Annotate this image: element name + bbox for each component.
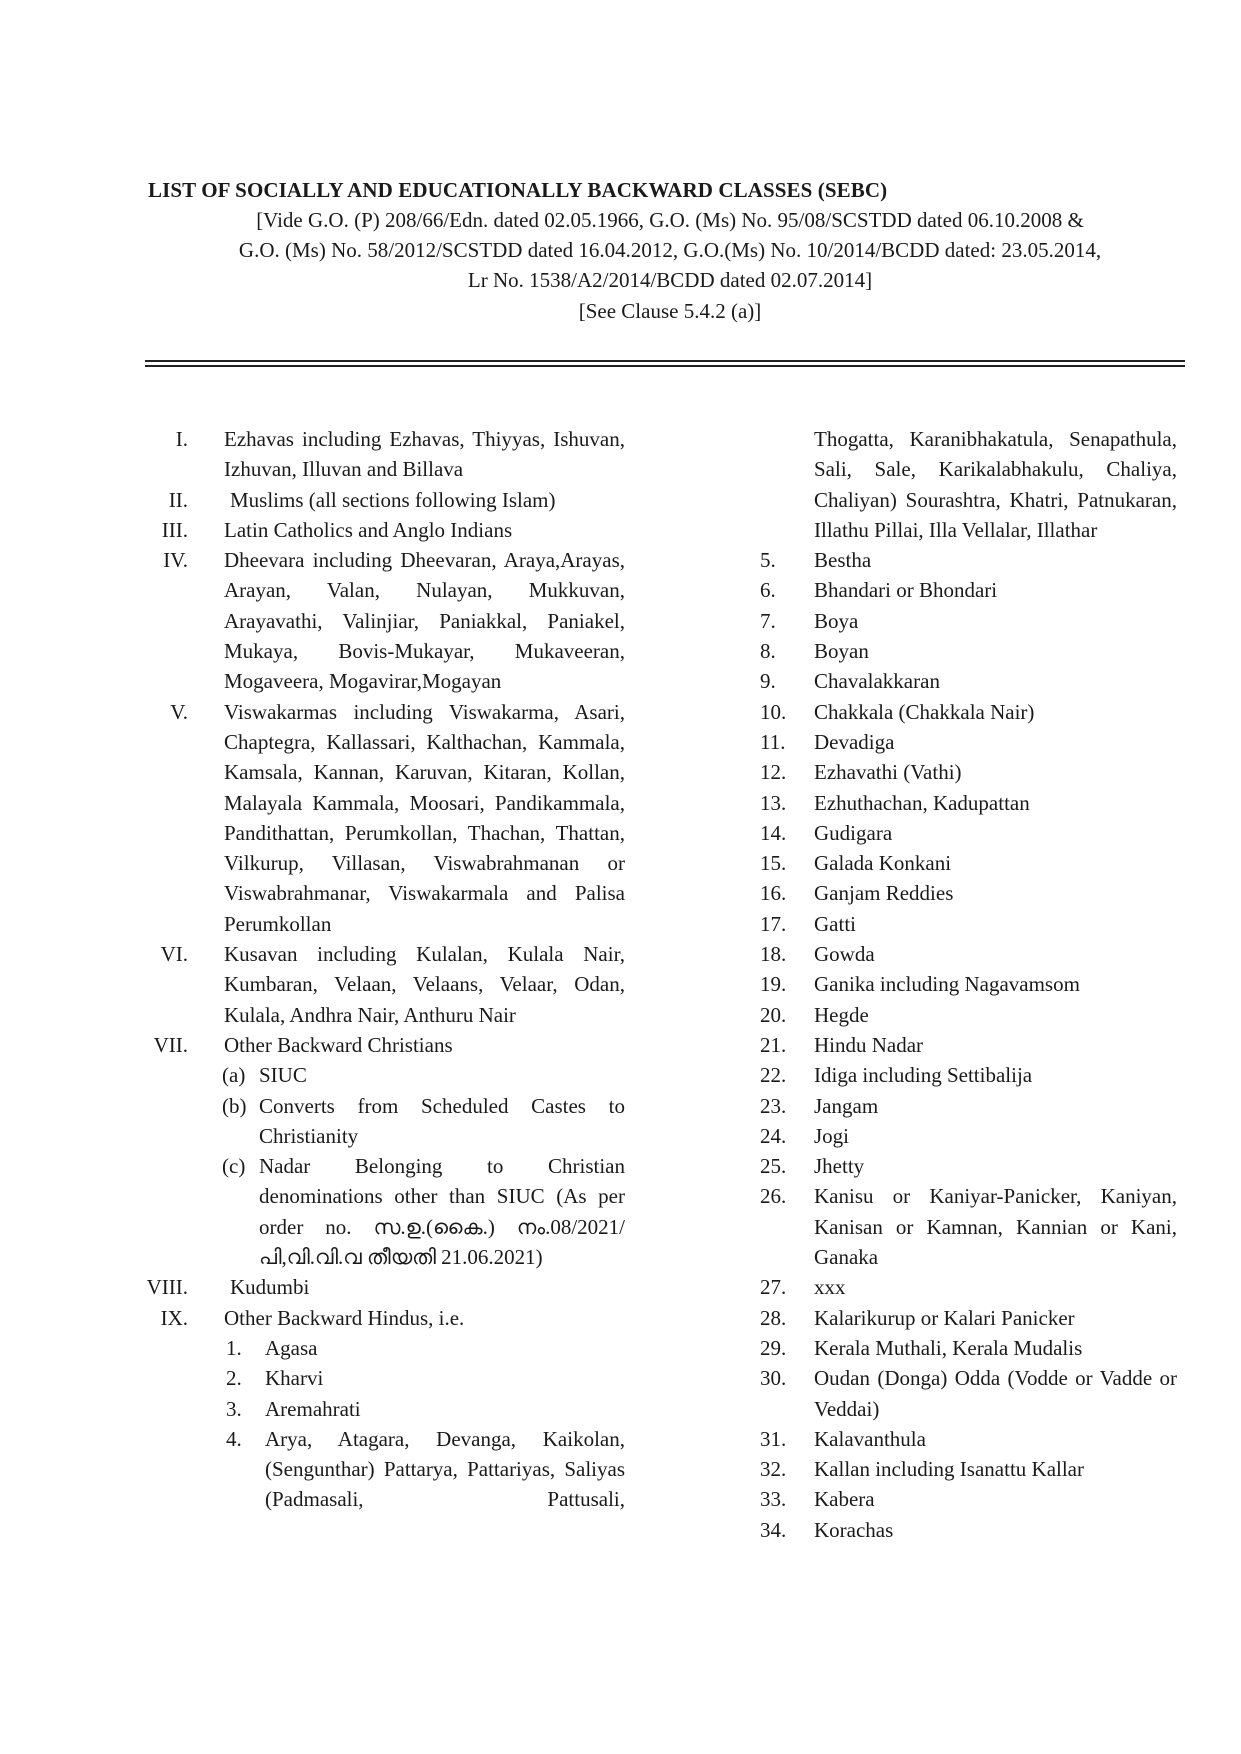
- item-text: Viswakarmas including Viswakarma, Asari, Chaptegra, Kallassari, Kalthachan, Kammala, Kamsala, Kannan, Karuvan, Kitaran, Kollan, Malayala Kammala, Moosari, Pandikammala, Pandithattan, Perumkollan, Thachan, Thattan, Vilkurup, Villasan, Viswabrahmanan or Viswabrahmanar, Viswakarmala and Palisa Perumkollan: [224, 699, 625, 936]
- item-text: Kallan including Isanattu Kallar: [814, 1457, 1084, 1482]
- item-number: 16.: [760, 881, 787, 906]
- item-text: Ezhavas including Ezhavas, Thiyyas, Ishuvan, Izhuvan, Illuvan and Billava: [224, 427, 625, 482]
- list-item: [130, 697, 625, 939]
- item-text: Jangam: [814, 1093, 879, 1118]
- item-number: 17.: [760, 911, 787, 936]
- item-text: Hindu Nadar: [814, 1032, 924, 1057]
- item-text: Muslims (all sections following Islam): [230, 487, 556, 512]
- item-text: Boya: [814, 608, 859, 633]
- item-text: Other Backward Christians: [224, 1032, 453, 1057]
- sub-item-text: SIUC: [259, 1063, 307, 1088]
- item-text: Chavalakkaran: [814, 669, 940, 694]
- list-item: [760, 757, 1177, 787]
- list-item: [760, 848, 1177, 878]
- list-item: [130, 939, 625, 1030]
- reference-line-2: G.O. (Ms) No. 58/2012/SCSTDD dated 16.04.2012, G.O.(Ms) No. 10/2014/BCDD dated: 23.05.2014,: [238, 238, 1102, 262]
- item-text: Idiga including Settibalija: [814, 1063, 1033, 1088]
- item-number: 21.: [760, 1032, 787, 1057]
- list-item: [130, 545, 625, 696]
- list-item: [130, 424, 625, 485]
- list-item: [760, 878, 1177, 908]
- list-item: [760, 1060, 1177, 1090]
- header-divider-top: [145, 360, 1185, 362]
- item-number: 31.: [760, 1426, 787, 1451]
- list-item: [760, 1091, 1177, 1121]
- sub-item-text: Converts from Scheduled Castes to Christianity: [259, 1093, 625, 1148]
- item-number: 14.: [760, 820, 787, 845]
- sub-list-item: [222, 1091, 625, 1152]
- left-column: [130, 424, 625, 1515]
- reference-line-3: Lr No. 1538/A2/2014/BCDD dated 02.07.2014]: [467, 268, 873, 292]
- item-text: Gatti: [814, 911, 856, 936]
- sub-item-text: Aremahrati: [265, 1396, 361, 1421]
- item-text: Oudan (Donga) Odda (Vodde or Vadde or Veddai): [814, 1366, 1177, 1421]
- numbered-list: [760, 545, 1177, 1545]
- sub-item-text: Agasa: [265, 1335, 318, 1360]
- item-number: 29.: [760, 1335, 787, 1360]
- item-text: Jhetty: [814, 1154, 865, 1179]
- item-text: Ganjam Reddies: [814, 881, 954, 906]
- item-number: 7.: [760, 608, 776, 633]
- item-number: 11.: [760, 729, 786, 754]
- item-text: Korachas: [814, 1517, 894, 1542]
- item-number: 34.: [760, 1517, 787, 1542]
- sub-list-item: [222, 1060, 625, 1090]
- item-text: Kudumbi: [230, 1275, 310, 1300]
- item-number: 26.: [760, 1184, 787, 1209]
- item-text: Jogi: [814, 1123, 850, 1148]
- item-number: 32.: [760, 1457, 787, 1482]
- sub-list-item: [226, 1333, 625, 1363]
- item-number: 33.: [760, 1487, 787, 1512]
- item-text: Bhandari or Bhondari: [814, 578, 998, 603]
- sub-item-text: Kharvi: [265, 1366, 324, 1391]
- item-number: 13.: [760, 790, 787, 815]
- item-text: Hegde: [814, 1002, 869, 1027]
- item-number: 24.: [760, 1123, 787, 1148]
- list-item: [760, 969, 1177, 999]
- list-item: [760, 575, 1177, 605]
- item-number: 28.: [760, 1305, 787, 1330]
- item-number: V.: [170, 699, 188, 724]
- list-item: [760, 909, 1177, 939]
- item-text: Devadiga: [814, 729, 895, 754]
- sub-item-text: Arya, Atagara, Devanga, Kaikolan, (Sengunthar) Pattarya, Pattariyas, Saliyas (Padmasali, Pattusali,: [265, 1426, 625, 1512]
- item-number: 12.: [760, 760, 787, 785]
- list-item: [760, 1181, 1177, 1272]
- list-item: [760, 606, 1177, 636]
- item-number: 20.: [760, 1002, 787, 1027]
- item-text: Kanisu or Kaniyar-Panicker, Kaniyan, Kanisan or Kamnan, Kannian or Kani, Ganaka: [814, 1184, 1177, 1270]
- list-item: [760, 1454, 1177, 1484]
- item-text: Chakkala (Chakkala Nair): [814, 699, 1035, 724]
- list-item: [760, 1484, 1177, 1514]
- sub-item-text: Nadar Belonging to Christian denominations other than SIUC (As per order no. സ.ഉ.(കൈ.) നം.08/2021/ പി,വി.വി.വ തീയതി 21.06.2021): [259, 1154, 625, 1270]
- item-text: Bestha: [814, 548, 872, 573]
- item-number: 18.: [760, 942, 787, 967]
- item-number: 22.: [760, 1063, 787, 1088]
- sub-list-item: [222, 1151, 625, 1272]
- list-item: [760, 1515, 1177, 1545]
- list-item: [130, 1030, 625, 1060]
- item-number: IV.: [163, 548, 188, 573]
- sub-item-number: 3.: [226, 1396, 242, 1421]
- item-number: 10.: [760, 699, 787, 724]
- item-text: Dheevara including Dheevaran, Araya,Arayas, Arayan, Valan, Nulayan, Mukkuvan, Arayavathi, Valinjiar, Paniakkal, Paniakel, Mukaya, Bovis-Mukayar, Mukaveeran, Mogaveera, Mogavirar,Mogayan: [224, 548, 625, 694]
- item-text: Galada Konkani: [814, 851, 952, 876]
- item-number: 25.: [760, 1154, 787, 1179]
- item-number: I.: [175, 427, 188, 451]
- item-number: VIII.: [146, 1275, 188, 1300]
- list-item: [760, 818, 1177, 848]
- item-number: 30.: [760, 1366, 787, 1391]
- item-text: Ezhuthachan, Kadupattan: [814, 790, 1030, 815]
- list-item: [760, 1151, 1177, 1181]
- sub-item-number: 4.: [226, 1426, 242, 1451]
- list-item: [130, 1303, 625, 1333]
- item-text: Kusavan including Kulalan, Kulala Nair, Kumbaran, Velaan, Velaans, Velaar, Odan, Kulala, Andhra Nair, Anthuru Nair: [224, 942, 625, 1027]
- item-number: 6.: [760, 578, 776, 603]
- list-item: [760, 727, 1177, 757]
- list-item: [760, 1272, 1177, 1302]
- list-item: [130, 1272, 625, 1302]
- item-number: 8.: [760, 639, 776, 664]
- item-text: Other Backward Hindus, i.e.: [224, 1305, 465, 1330]
- list-item: [760, 545, 1177, 575]
- continued-item-text: Thogatta, Karanibhakatula, Senapathula, Sali, Sale, Karikalabhakulu, Chaliya, Chaliyan) Sourashtra, Khatri, Patnukaran, Illathu Pillai, Illa Vellalar, Illathar: [814, 427, 1177, 542]
- list-item: [760, 636, 1177, 666]
- item-number: VII.: [153, 1032, 188, 1057]
- list-item: [760, 1363, 1177, 1424]
- item-text: Ganika including Nagavamsom: [814, 972, 1080, 997]
- item-text: Kabera: [814, 1487, 875, 1512]
- item-text: Ezhavathi (Vathi): [814, 760, 962, 785]
- item-text: Kalarikurup or Kalari Panicker: [814, 1305, 1075, 1330]
- right-column: [760, 424, 1177, 1545]
- sub-item-label: (b): [222, 1093, 247, 1118]
- reference-line-1: [Vide G.O. (P) 208/66/Edn. dated 02.05.1966, G.O. (Ms) No. 95/08/SCSTDD dated 06.10.2008 &: [256, 208, 1084, 232]
- clause-reference: [See Clause 5.4.2 (a)]: [578, 299, 762, 323]
- item-number: 23.: [760, 1093, 787, 1118]
- sub-item-label: (c): [222, 1154, 246, 1179]
- item-text: Boyan: [814, 639, 869, 664]
- header-divider-bottom: [145, 365, 1185, 367]
- sub-item-label: (a): [222, 1063, 246, 1088]
- sub-list-item: [226, 1394, 625, 1424]
- sub-list-item: [226, 1363, 625, 1393]
- item-number: 27.: [760, 1275, 787, 1300]
- list-item: [760, 666, 1177, 696]
- list-item: [760, 788, 1177, 818]
- list-item: [760, 939, 1177, 969]
- item-text: Kerala Muthali, Kerala Mudalis: [814, 1335, 1083, 1360]
- item-text: Latin Catholics and Anglo Indians: [224, 517, 513, 542]
- item-text: Gudigara: [814, 820, 893, 845]
- item-number: 15.: [760, 851, 787, 876]
- item-number: IX.: [160, 1305, 188, 1330]
- list-item: [760, 697, 1177, 727]
- list-item: [130, 485, 625, 515]
- item-number: 5.: [760, 548, 776, 573]
- list-item: [760, 1121, 1177, 1151]
- list-item: [760, 1000, 1177, 1030]
- list-item: [760, 1424, 1177, 1454]
- document-title: LIST OF SOCIALLY AND EDUCATIONALLY BACKWARD CLASSES (SEBC): [148, 178, 888, 202]
- item-text: xxx: [814, 1275, 846, 1300]
- sub-item-number: 1.: [226, 1335, 242, 1360]
- item-number: II.: [168, 487, 188, 512]
- item-text: Gowda: [814, 942, 875, 967]
- list-item: [760, 1030, 1177, 1060]
- list-item: [760, 1333, 1177, 1363]
- sub-list-item: [226, 1424, 625, 1515]
- item-number: 19.: [760, 972, 787, 997]
- sub-item-number: 2.: [226, 1366, 242, 1391]
- item-number: 9.: [760, 669, 776, 694]
- item-number: VI.: [160, 942, 188, 967]
- item-text: Kalavanthula: [814, 1426, 926, 1451]
- list-item: [760, 1303, 1177, 1333]
- list-item: [130, 515, 625, 545]
- item-number: III.: [161, 517, 188, 542]
